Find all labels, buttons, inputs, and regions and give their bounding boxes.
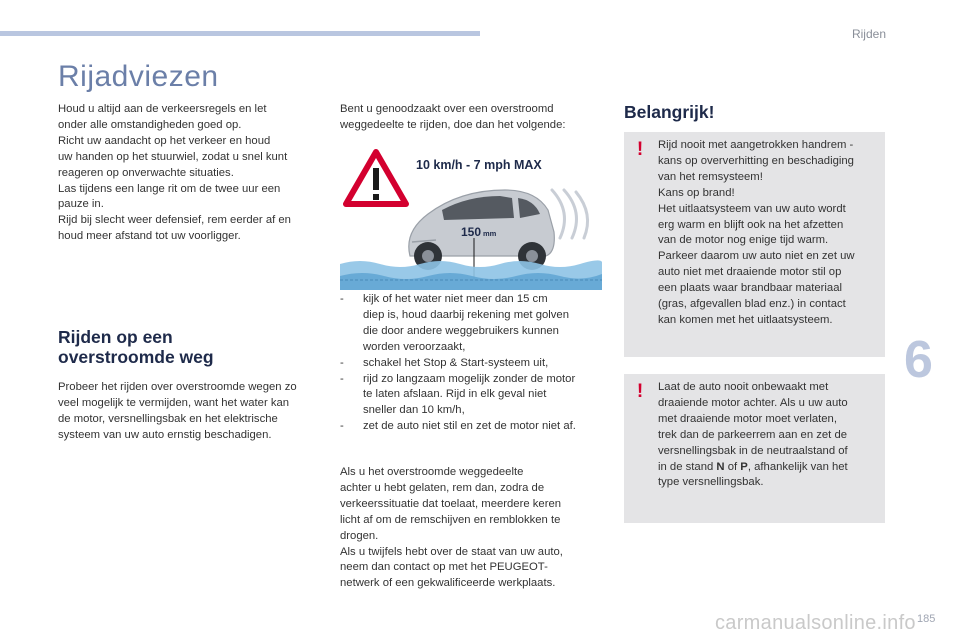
text-line: Laat de auto nooit onbewaakt met [658, 381, 829, 393]
text-line: Bent u genoodzaakt over een overstroomd [340, 103, 554, 115]
list-dash: - [340, 372, 344, 385]
page-title: Rijadviezen [58, 60, 219, 93]
text-line: houd meer afstand tot uw voorligger. [58, 230, 241, 243]
gear-n: N [716, 460, 725, 473]
after-text [340, 465, 595, 592]
text-line: de motor, versnellingsbak en het elektrische [58, 412, 278, 425]
text-line: (gras, afgevallen blad enz.) in contact [658, 298, 846, 311]
text-line: rijd zo langzaam mogelijk zonder de motor [363, 372, 576, 385]
text-line: Rijd nooit met aangetrokken handrem - [658, 139, 854, 151]
gear-p: P [740, 460, 748, 473]
text-line: Kans op brand! [658, 186, 735, 199]
list-dash: - [340, 293, 344, 305]
text-line: diep is, houd daarbij rekening met golven [363, 308, 569, 321]
speed-lines [552, 190, 588, 238]
text-line: Richt uw aandacht op het verkeer en houd [58, 134, 271, 147]
speed-limit-label: 10 km/h - 7 mph MAX [416, 158, 542, 172]
text-line: van het remsysteem! [658, 170, 763, 183]
important-heading: Belangrijk! [624, 102, 715, 122]
text-line: licht af om de remschijven en remblokken te [340, 513, 561, 526]
text-line: auto niet met draaiende motor stil op [658, 266, 842, 279]
text-line: van de motor nog enige tijd warm. [658, 234, 829, 247]
text-line: kans op oververhitting en beschadiging [658, 154, 854, 167]
intro-text [58, 102, 320, 245]
text-line-gear [658, 460, 880, 476]
list-item [340, 372, 602, 420]
top-accent-bar [0, 31, 480, 36]
text-line: Las tijdens een lange rit om de twee uur een [58, 182, 281, 195]
text-line: met draaiende motor moet verlaten, [658, 412, 837, 425]
flood-heading [58, 327, 308, 367]
list-item [340, 356, 602, 372]
section-label: Rijden [851, 27, 886, 41]
text-line: neem dan contact op met het PEUGEOT- [340, 561, 548, 574]
text-line: worden veroorzaakt, [363, 340, 466, 353]
text-line: trek dan de parkeerrem aan en zet de [658, 428, 848, 441]
list-dash: - [340, 356, 344, 369]
list-item [340, 292, 602, 356]
text-span: , afhankelijk van het [747, 460, 848, 473]
warning-triangle-icon [346, 152, 406, 204]
exclamation-icon: ! [636, 139, 644, 160]
text-line: weggedeelte te rijden, doe dan het volgende: [340, 118, 566, 131]
text-line: Het uitlaatsysteem van uw auto wordt [658, 202, 846, 215]
text-line: uw handen op het stuurwiel, zodat u snel kunt [58, 150, 288, 163]
text-line: Als u twijfels hebt over de staat van uw auto, [340, 545, 563, 558]
text-line: Probeer het rijden over overstroomde wegen zo [58, 381, 297, 393]
text-line: type versnellingsbak. [658, 476, 764, 489]
text-line: zet de auto niet stil en zet de motor niet af. [363, 420, 576, 433]
text-line: die door andere weggebruikers kunnen [363, 324, 559, 337]
text-line: te laten afslaan. Rijd in elk geval niet [363, 388, 547, 401]
exclamation-icon: ! [636, 381, 644, 402]
text-line: verkeerssituatie dat toelaat, meerdere keren [340, 497, 562, 510]
flood-intro [340, 102, 595, 134]
list-dash: - [340, 420, 344, 433]
depth-value: 150 [461, 225, 482, 239]
text-line: schakel het Stop & Start-systeem uit, [363, 356, 549, 369]
heading-line: overstroomde weg [58, 347, 214, 367]
warning-text [658, 380, 880, 491]
text-line: achter u hebt gelaten, rem dan, zodra de [340, 481, 545, 494]
text-line: reageren op onverwachte situaties. [58, 166, 234, 179]
text-line: kan komen met het uitlaatsysteem. [658, 313, 833, 326]
text-line: versnellingsbak in de neutraalstand of [658, 444, 848, 457]
text-line: een plaats waar brandbaar materiaal [658, 282, 842, 295]
text-span: of [724, 460, 741, 473]
text-line: systeem van uw auto ernstig beschadigen. [58, 428, 272, 441]
step-list [340, 292, 602, 435]
text-line: Houd u altijd aan de verkeersregels en let [58, 103, 267, 115]
warning-box-handbrake [624, 132, 885, 357]
text-line: netwerk of een gekwalificeerde werkplaats. [340, 577, 556, 590]
chapter-number: 6 [904, 331, 933, 389]
watermark: carmanualsonline.info [715, 612, 916, 634]
text-line: onder alle omstandigheden goed op. [58, 118, 242, 131]
text-span: in de stand [658, 460, 717, 473]
text-line: veel mogelijk te vermijden, want het water kan [58, 396, 290, 409]
text-line: Als u het overstroomde weggedeelte [340, 466, 524, 478]
text-line: drogen. [340, 529, 379, 542]
text-line: sneller dan 10 km/h, [363, 404, 465, 417]
depth-unit: mm [483, 229, 497, 238]
page-number: 185 [917, 613, 936, 625]
warning-text [658, 138, 880, 329]
heading-line: Rijden op een [58, 327, 173, 347]
text-line: erg warm en blijft ook na het afzetten [658, 218, 844, 231]
car-icon [409, 190, 555, 270]
text-line: pauze in. [58, 198, 104, 211]
text-line: Rijd bij slecht weer defensief, rem eerder af en [58, 214, 291, 227]
text-line: Parkeer daarom uw auto niet en zet uw [658, 250, 855, 263]
flooded-road-illustration [340, 148, 602, 290]
text-line: draaiende motor achter. Als u uw auto [658, 396, 848, 409]
list-item [340, 419, 602, 435]
flood-body [58, 380, 324, 444]
text-line: kijk of het water niet meer dan 15 cm [363, 293, 548, 305]
warning-box-unattended [624, 374, 885, 523]
